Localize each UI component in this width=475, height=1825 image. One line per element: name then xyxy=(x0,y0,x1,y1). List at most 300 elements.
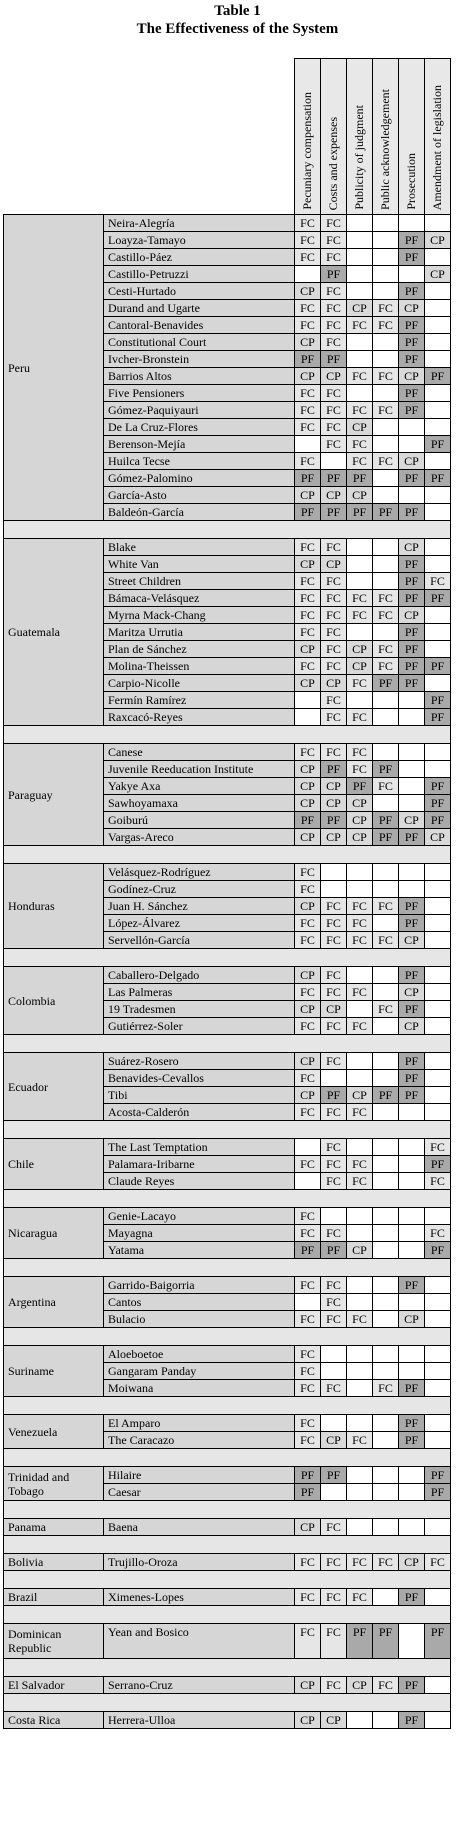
status-cell: PF xyxy=(399,1001,425,1018)
status-cell: PF xyxy=(321,504,347,521)
status-cell: CP xyxy=(295,1087,321,1104)
column-header-row xyxy=(4,59,451,215)
status-cell xyxy=(347,864,373,881)
status-cell xyxy=(347,1484,373,1501)
status-cell: PF xyxy=(373,675,399,692)
status-cell: CP xyxy=(295,1712,321,1729)
status-cell xyxy=(425,932,451,949)
group-spacer-row xyxy=(4,726,451,744)
status-cell: FC xyxy=(347,368,373,385)
status-cell: PF xyxy=(295,1242,321,1259)
group-spacer-row xyxy=(4,1328,451,1346)
status-cell: FC xyxy=(321,590,347,607)
status-cell: FC xyxy=(373,402,399,419)
table-row xyxy=(4,1589,451,1606)
status-cell: PF xyxy=(347,778,373,795)
status-cell xyxy=(373,1346,399,1363)
status-cell: FC xyxy=(373,778,399,795)
status-cell xyxy=(373,1173,399,1190)
table-row xyxy=(4,215,451,232)
status-cell: CP xyxy=(295,967,321,984)
status-cell: PF xyxy=(321,1087,347,1104)
status-cell xyxy=(321,1346,347,1363)
status-cell xyxy=(425,607,451,624)
status-cell xyxy=(399,1208,425,1225)
status-cell: FC xyxy=(321,573,347,590)
status-cell: PF xyxy=(425,1242,451,1259)
status-cell: FC xyxy=(295,1104,321,1121)
status-cell: PF xyxy=(295,351,321,368)
status-cell xyxy=(347,1208,373,1225)
group-spacer-row xyxy=(4,1035,451,1053)
status-cell: PF xyxy=(399,317,425,334)
status-cell: FC xyxy=(373,1001,399,1018)
case-name-cell: De La Cruz-Flores xyxy=(104,419,295,436)
status-cell: FC xyxy=(295,385,321,402)
status-cell: FC xyxy=(373,317,399,334)
case-name-cell: Castillo-Páez xyxy=(104,249,295,266)
case-name-cell: Carpio-Nicolle xyxy=(104,675,295,692)
status-cell: PF xyxy=(399,641,425,658)
group-spacer-row xyxy=(4,1536,451,1554)
status-cell xyxy=(399,1294,425,1311)
status-cell: PF xyxy=(321,1242,347,1259)
status-cell: FC xyxy=(321,984,347,1001)
status-cell: PF xyxy=(373,504,399,521)
case-name-cell: Five Pensioners xyxy=(104,385,295,402)
status-cell xyxy=(399,709,425,726)
case-name-cell: Constitutional Court xyxy=(104,334,295,351)
status-cell: PF xyxy=(399,1712,425,1729)
status-cell: FC xyxy=(295,300,321,317)
group-spacer xyxy=(4,1501,451,1519)
status-cell: FC xyxy=(425,1554,451,1571)
group-spacer-row xyxy=(4,846,451,864)
status-cell: FC xyxy=(321,539,347,556)
status-cell: CP xyxy=(425,829,451,846)
status-cell: FC xyxy=(347,590,373,607)
status-cell xyxy=(425,300,451,317)
status-cell: CP xyxy=(347,419,373,436)
status-cell: FC xyxy=(295,1225,321,1242)
country-cell: Nicaragua xyxy=(4,1208,104,1259)
status-cell xyxy=(399,761,425,778)
status-cell xyxy=(425,744,451,761)
case-name-cell: The Last Temptation xyxy=(104,1139,295,1156)
status-cell: FC xyxy=(321,334,347,351)
status-cell xyxy=(425,1294,451,1311)
status-cell xyxy=(373,1018,399,1035)
status-cell xyxy=(373,470,399,487)
status-cell xyxy=(425,1346,451,1363)
case-name-cell: Sawhoyamaxa xyxy=(104,795,295,812)
status-cell xyxy=(347,1363,373,1380)
status-cell xyxy=(347,1070,373,1087)
status-cell xyxy=(373,556,399,573)
status-cell: PF xyxy=(399,573,425,590)
status-cell: CP xyxy=(295,829,321,846)
status-cell: FC xyxy=(347,761,373,778)
status-cell xyxy=(425,1589,451,1606)
status-cell: FC xyxy=(425,1139,451,1156)
status-cell: FC xyxy=(373,658,399,675)
country-cell: Trinidad and Tobago xyxy=(4,1467,104,1501)
case-name-cell: 19 Tradesmen xyxy=(104,1001,295,1018)
effectiveness-table xyxy=(3,58,451,1729)
status-cell xyxy=(373,1467,399,1484)
case-name-cell: Bulacio xyxy=(104,1311,295,1328)
status-cell: CP xyxy=(321,1432,347,1449)
case-name-cell: Gómez-Palomino xyxy=(104,470,295,487)
status-cell: FC xyxy=(295,1432,321,1449)
status-cell xyxy=(399,436,425,453)
table-row xyxy=(4,1415,451,1432)
status-cell xyxy=(373,1519,399,1536)
status-cell: CP xyxy=(321,829,347,846)
status-cell: FC xyxy=(295,539,321,556)
status-cell xyxy=(425,1432,451,1449)
case-name-cell: Loayza-Tamayo xyxy=(104,232,295,249)
case-name-cell: Yakye Axa xyxy=(104,778,295,795)
status-cell xyxy=(373,1484,399,1501)
status-cell xyxy=(321,1484,347,1501)
status-cell xyxy=(373,419,399,436)
status-cell: CP xyxy=(321,556,347,573)
status-cell: FC xyxy=(321,624,347,641)
country-cell: Argentina xyxy=(4,1277,104,1328)
case-name-cell: Benavides-Cevallos xyxy=(104,1070,295,1087)
status-cell: FC xyxy=(373,1677,399,1694)
status-cell: PF xyxy=(295,1467,321,1484)
case-name-cell: Caballero-Delgado xyxy=(104,967,295,984)
status-cell: FC xyxy=(321,1624,347,1659)
status-cell: FC xyxy=(347,709,373,726)
case-name-cell: Cantoral-Benavides xyxy=(104,317,295,334)
case-name-cell: Caesar xyxy=(104,1484,295,1501)
status-cell: FC xyxy=(347,1311,373,1328)
country-cell: Paraguay xyxy=(4,744,104,846)
status-cell xyxy=(347,1467,373,1484)
status-cell: FC xyxy=(321,607,347,624)
status-cell xyxy=(425,385,451,402)
group-spacer-row xyxy=(4,1121,451,1139)
case-name-cell: Genie-Lacayo xyxy=(104,1208,295,1225)
status-cell xyxy=(373,1104,399,1121)
status-cell xyxy=(373,351,399,368)
case-name-cell: Neira-Alegría xyxy=(104,215,295,232)
group-spacer xyxy=(4,949,451,967)
country-cell: Peru xyxy=(4,215,104,521)
status-cell: PF xyxy=(399,624,425,641)
status-cell: PF xyxy=(321,266,347,283)
status-cell: FC xyxy=(347,1173,373,1190)
status-cell: PF xyxy=(399,658,425,675)
status-cell xyxy=(425,864,451,881)
case-name-cell: Ximenes-Lopes xyxy=(104,1589,295,1606)
status-cell xyxy=(347,215,373,232)
status-cell xyxy=(347,1139,373,1156)
status-cell: PF xyxy=(399,675,425,692)
group-spacer-row xyxy=(4,1571,451,1589)
status-cell xyxy=(373,1225,399,1242)
case-name-cell: Claude Reyes xyxy=(104,1173,295,1190)
status-cell xyxy=(399,1519,425,1536)
status-cell: FC xyxy=(321,658,347,675)
case-name-cell: Maritza Urrutia xyxy=(104,624,295,641)
status-cell: FC xyxy=(373,898,399,915)
status-cell xyxy=(425,283,451,300)
status-cell xyxy=(347,232,373,249)
status-cell: FC xyxy=(373,300,399,317)
case-name-cell: El Amparo xyxy=(104,1415,295,1432)
status-cell: FC xyxy=(321,1018,347,1035)
status-cell: FC xyxy=(295,249,321,266)
table-row xyxy=(4,864,451,881)
status-cell: PF xyxy=(425,1484,451,1501)
status-cell xyxy=(425,556,451,573)
group-spacer xyxy=(4,1536,451,1554)
status-cell: PF xyxy=(295,504,321,521)
status-cell xyxy=(425,898,451,915)
status-cell: FC xyxy=(347,1018,373,1035)
status-cell: PF xyxy=(399,1380,425,1397)
table-row xyxy=(4,1677,451,1694)
status-cell: FC xyxy=(295,1277,321,1294)
status-cell: PF xyxy=(347,504,373,521)
status-cell xyxy=(373,1311,399,1328)
status-cell xyxy=(425,1018,451,1035)
status-cell: FC xyxy=(347,932,373,949)
status-cell xyxy=(373,1208,399,1225)
table-row xyxy=(4,1712,451,1729)
group-spacer xyxy=(4,1121,451,1139)
status-cell: PF xyxy=(373,761,399,778)
status-cell: FC xyxy=(321,1139,347,1156)
status-cell xyxy=(347,1277,373,1294)
status-cell: CP xyxy=(347,1242,373,1259)
status-cell: PF xyxy=(425,590,451,607)
status-cell: PF xyxy=(399,385,425,402)
status-cell xyxy=(373,1242,399,1259)
status-cell: FC xyxy=(347,1432,373,1449)
group-spacer-row xyxy=(4,1606,451,1624)
status-cell: PF xyxy=(399,470,425,487)
status-cell: CP xyxy=(425,266,451,283)
case-name-cell: Vargas-Areco xyxy=(104,829,295,846)
status-cell xyxy=(373,215,399,232)
status-cell xyxy=(425,539,451,556)
status-cell: CP xyxy=(399,1018,425,1035)
status-cell: FC xyxy=(347,1589,373,1606)
table-row xyxy=(4,967,451,984)
status-cell: FC xyxy=(295,573,321,590)
status-cell: PF xyxy=(399,898,425,915)
status-cell: CP xyxy=(321,778,347,795)
group-spacer xyxy=(4,846,451,864)
status-cell: FC xyxy=(295,419,321,436)
status-cell: CP xyxy=(295,1519,321,1536)
status-cell: PF xyxy=(399,1070,425,1087)
table-row xyxy=(4,1519,451,1536)
group-spacer-row xyxy=(4,1501,451,1519)
status-cell xyxy=(373,266,399,283)
status-cell: FC xyxy=(321,744,347,761)
status-cell: FC xyxy=(295,590,321,607)
status-cell xyxy=(373,915,399,932)
status-cell xyxy=(425,1070,451,1087)
status-cell: PF xyxy=(295,1484,321,1501)
status-cell: CP xyxy=(399,300,425,317)
status-cell: FC xyxy=(321,915,347,932)
status-cell: PF xyxy=(399,967,425,984)
status-cell: FC xyxy=(347,898,373,915)
status-cell: FC xyxy=(295,1554,321,1571)
status-cell xyxy=(347,692,373,709)
table-row xyxy=(4,744,451,761)
status-cell: FC xyxy=(321,317,347,334)
status-cell: PF xyxy=(425,778,451,795)
status-cell: FC xyxy=(321,249,347,266)
status-cell xyxy=(373,709,399,726)
status-cell: FC xyxy=(373,590,399,607)
status-cell: FC xyxy=(295,1589,321,1606)
status-cell xyxy=(321,881,347,898)
status-cell: PF xyxy=(399,1415,425,1432)
case-name-cell: Trujillo-Oroza xyxy=(104,1554,295,1571)
group-spacer-row xyxy=(4,1449,451,1467)
case-name-cell: Moiwana xyxy=(104,1380,295,1397)
status-cell: FC xyxy=(425,573,451,590)
status-cell: FC xyxy=(347,402,373,419)
status-cell: FC xyxy=(425,1225,451,1242)
status-cell: FC xyxy=(321,709,347,726)
status-cell: CP xyxy=(295,556,321,573)
status-cell: CP xyxy=(347,641,373,658)
status-cell: CP xyxy=(295,898,321,915)
group-spacer-row xyxy=(4,1259,451,1277)
status-cell: FC xyxy=(347,1104,373,1121)
status-cell xyxy=(425,915,451,932)
country-cell: Guatemala xyxy=(4,539,104,726)
status-cell: FC xyxy=(321,385,347,402)
status-cell xyxy=(321,1208,347,1225)
status-cell xyxy=(425,249,451,266)
group-spacer-row xyxy=(4,1694,451,1712)
status-cell: PF xyxy=(425,470,451,487)
status-cell: CP xyxy=(399,607,425,624)
status-cell xyxy=(425,761,451,778)
group-spacer-row xyxy=(4,949,451,967)
case-name-cell: The Caracazo xyxy=(104,1432,295,1449)
country-cell: Dominican Republic xyxy=(4,1624,104,1659)
status-cell xyxy=(347,249,373,266)
status-cell xyxy=(373,1294,399,1311)
country-cell: Costa Rica xyxy=(4,1712,104,1729)
status-cell: PF xyxy=(399,402,425,419)
group-spacer xyxy=(4,1328,451,1346)
status-cell: FC xyxy=(295,864,321,881)
status-cell xyxy=(399,692,425,709)
status-cell xyxy=(373,1363,399,1380)
status-cell: FC xyxy=(347,1156,373,1173)
case-name-cell: Aloeboetoe xyxy=(104,1346,295,1363)
status-cell xyxy=(347,266,373,283)
group-spacer-row xyxy=(4,521,451,539)
status-cell xyxy=(373,795,399,812)
status-cell xyxy=(425,1277,451,1294)
status-cell xyxy=(425,453,451,470)
case-name-cell: Yatama xyxy=(104,1242,295,1259)
status-cell xyxy=(399,1225,425,1242)
case-name-cell: Gómez-Paquiyauri xyxy=(104,402,295,419)
status-cell: FC xyxy=(295,402,321,419)
case-name-cell: Raxcacó-Reyes xyxy=(104,709,295,726)
status-cell xyxy=(295,436,321,453)
status-cell xyxy=(347,1053,373,1070)
status-cell xyxy=(373,1277,399,1294)
status-cell: FC xyxy=(295,932,321,949)
status-cell xyxy=(425,1519,451,1536)
case-name-cell: Barrios Altos xyxy=(104,368,295,385)
status-cell xyxy=(425,504,451,521)
status-cell: PF xyxy=(321,812,347,829)
status-cell: CP xyxy=(295,795,321,812)
status-cell xyxy=(399,744,425,761)
status-cell xyxy=(321,1070,347,1087)
status-cell: FC xyxy=(347,744,373,761)
status-cell: CP xyxy=(295,487,321,504)
status-cell: CP xyxy=(321,675,347,692)
status-cell xyxy=(425,317,451,334)
status-cell: CP xyxy=(347,1087,373,1104)
status-cell: CP xyxy=(399,1311,425,1328)
status-cell: FC xyxy=(295,1208,321,1225)
status-cell xyxy=(347,283,373,300)
status-cell: PF xyxy=(373,1087,399,1104)
status-cell xyxy=(399,1467,425,1484)
status-cell: FC xyxy=(321,967,347,984)
table-row xyxy=(4,1053,451,1070)
status-cell xyxy=(347,624,373,641)
status-cell: FC xyxy=(321,898,347,915)
status-cell: FC xyxy=(321,283,347,300)
group-spacer-row xyxy=(4,1659,451,1677)
status-cell: FC xyxy=(295,215,321,232)
status-cell: FC xyxy=(373,368,399,385)
group-spacer xyxy=(4,1694,451,1712)
status-cell xyxy=(425,1677,451,1694)
status-cell xyxy=(399,419,425,436)
group-spacer xyxy=(4,1571,451,1589)
case-name-cell: Canese xyxy=(104,744,295,761)
status-cell: PF xyxy=(425,709,451,726)
table-number: Table 1 xyxy=(214,3,261,19)
case-name-cell: Gangaram Panday xyxy=(104,1363,295,1380)
status-cell: FC xyxy=(347,607,373,624)
status-cell: FC xyxy=(295,1415,321,1432)
status-cell: FC xyxy=(321,1173,347,1190)
status-cell: PF xyxy=(399,829,425,846)
status-cell: PF xyxy=(425,1156,451,1173)
status-cell: PF xyxy=(399,1589,425,1606)
status-cell: PF xyxy=(399,590,425,607)
case-name-cell: Huilca Tecse xyxy=(104,453,295,470)
status-cell xyxy=(347,1225,373,1242)
case-name-cell: Berenson-Mejía xyxy=(104,436,295,453)
case-name-cell: Godínez-Cruz xyxy=(104,881,295,898)
status-cell xyxy=(373,283,399,300)
status-cell xyxy=(347,1712,373,1729)
